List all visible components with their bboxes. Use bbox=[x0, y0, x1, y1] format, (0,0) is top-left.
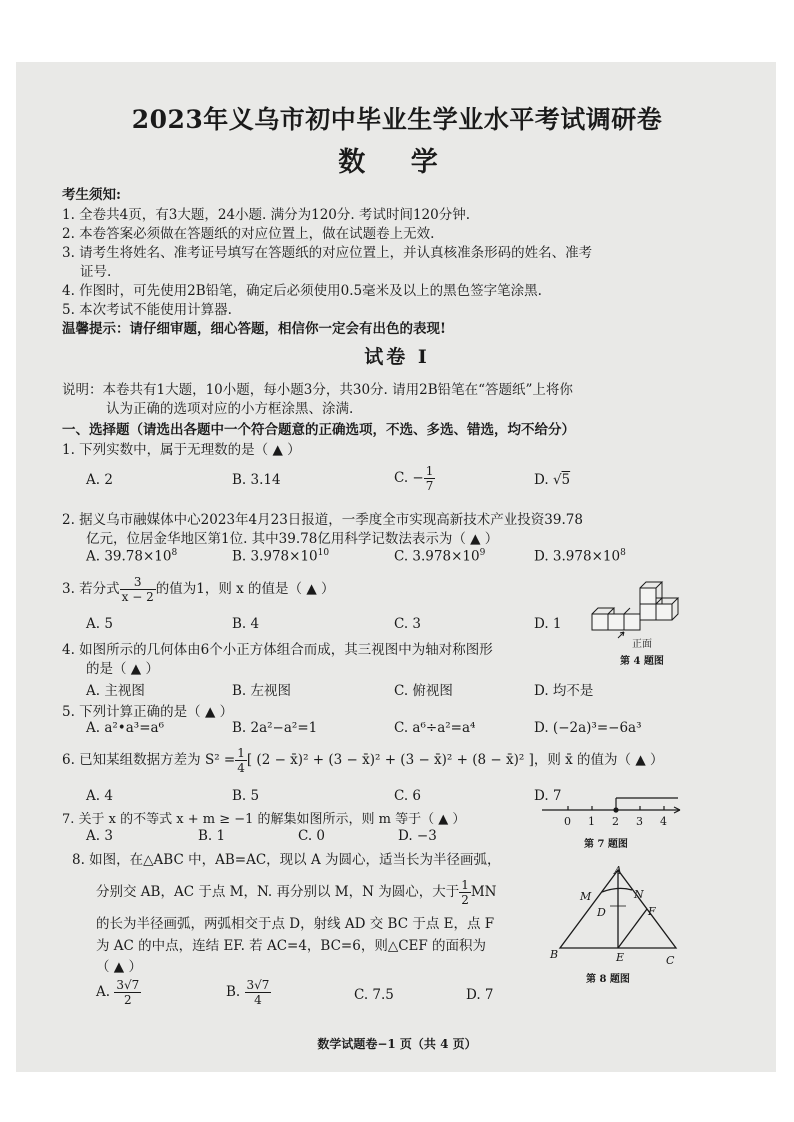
q4-cube-figure bbox=[588, 580, 688, 640]
q8-option-a: A. $\frac{3√7}{2}$ bbox=[96, 978, 140, 1007]
q1-option-d: D. √5 bbox=[534, 472, 571, 488]
q3-option-b: B. 4 bbox=[232, 616, 260, 632]
q5-option-a: A. a²•a³=a⁶ bbox=[86, 720, 164, 736]
q2-option-a: A. $39.78\times 10^8$ bbox=[86, 548, 178, 565]
q8-point-label: A bbox=[614, 864, 622, 877]
q2-option-d: D. $3.978\times 10^8$ bbox=[534, 548, 626, 565]
q8-figure-caption: 第 8 题图 bbox=[586, 974, 630, 985]
q6-stem: 6. 已知某组数据方差为 S² = $\frac{1}{4}$ [ (2 − x̄)² + (3 − x̄)² + (3 − x̄)² + (8 − x̄)² ]，则 x̄ 的值为（ ▲ ） bbox=[62, 746, 664, 775]
q8-stem: 为 AC 的中点，连结 EF. 若 AC=4，BC=6，则△CEF 的面积为 bbox=[96, 938, 487, 954]
subject-title: 数 学 bbox=[338, 147, 456, 178]
q8-point-label: E bbox=[616, 951, 625, 964]
section-explain: 认为正确的选项对应的小方框涂黑、涂满. bbox=[106, 401, 354, 417]
q2-stem: 亿元，位居金华地区第1位. 其中39.78亿用科学记数法表示为（ ▲ ） bbox=[86, 531, 499, 547]
q8-point-label: N bbox=[634, 888, 644, 901]
q2-stem: 2. 据义乌市融媒体中心2023年4月23日报道，一季度全市实现高新技术产业投资39.78 bbox=[62, 512, 583, 528]
q3-option-a: A. 5 bbox=[86, 616, 113, 632]
notice-item: 2. 本卷答案必须做在答题纸的对应位置上，做在试题卷上无效. bbox=[62, 226, 435, 242]
q7-tick-label: 0 bbox=[564, 815, 571, 828]
page-footer: 数学试题卷−1 页（共 4 页） bbox=[317, 1037, 477, 1051]
q3-option-d: D. 1 bbox=[534, 616, 562, 632]
q2-option-c: C. $3.978\times 10^9$ bbox=[394, 548, 486, 565]
section-explain: 说明：本卷共有1大题，10小题，每小题3分，共30分. 请用2B铅笔在“答题纸”上将你 bbox=[62, 382, 573, 398]
q1-stem: 1. 下列实数中，属于无理数的是（ ▲ ） bbox=[62, 442, 301, 458]
q7-option-a: A. 3 bbox=[86, 828, 113, 844]
q6-option-d: D. 7 bbox=[534, 788, 562, 804]
q6-option-b: B. 5 bbox=[232, 788, 260, 804]
part-heading: 一、选择题（请选出各题中一个符合题意的正确选项，不选、多选、错选，均不给分） bbox=[62, 422, 575, 438]
q8-option-c: C. 7.5 bbox=[354, 987, 394, 1003]
q5-option-c: C. a⁶÷a²=a⁴ bbox=[394, 720, 476, 736]
q8-option-b: B. $\frac{3√7}{4}$ bbox=[226, 978, 270, 1007]
q7-option-c: C. 0 bbox=[298, 828, 326, 844]
q8-stem: 8. 如图，在△ABC 中，AB=AC，现以 A 为圆心，适当长为半径画弧， bbox=[72, 852, 501, 868]
notice-item: 3. 请考生将姓名、准考证号填写在答题纸的对应位置上，并认真核准条形码的姓名、准考 bbox=[62, 245, 593, 261]
q8-stem: （ ▲ ） bbox=[96, 959, 142, 975]
q4-option-c: C. 俯视图 bbox=[394, 683, 453, 699]
warm-tip: 温馨提示：请仔细审题，细心答题，相信你一定会有出色的表现! bbox=[62, 321, 446, 337]
q1-option-a: A. 2 bbox=[86, 472, 113, 488]
q6-option-a: A. 4 bbox=[86, 788, 113, 804]
q7-tick-label: 3 bbox=[636, 815, 643, 828]
q7-option-b: B. 1 bbox=[198, 828, 226, 844]
q4-option-a: A. 主视图 bbox=[86, 683, 145, 699]
exam-title: 2023年义乌市初中毕业生学业水平考试调研卷 bbox=[131, 105, 663, 134]
q4-option-d: D. 均不是 bbox=[534, 683, 594, 699]
q8-option-d: D. 7 bbox=[466, 987, 494, 1003]
q7-tick-label: 2 bbox=[612, 815, 619, 828]
q8-point-label: B bbox=[550, 948, 559, 961]
q6-option-c: C. 6 bbox=[394, 788, 422, 804]
q5-option-d: D. (−2a)³=−6a³ bbox=[534, 720, 642, 736]
q4-figure-caption: 第 4 题图 bbox=[620, 656, 664, 667]
q7-option-d: D. −3 bbox=[398, 828, 437, 844]
notice-item: 4. 作图时，可先使用2B铅笔，确定后必须使用0.5毫米及以上的黑色签字笔涂黑. bbox=[62, 283, 542, 299]
q8-point-label: D bbox=[597, 906, 606, 919]
q7-stem: 7. 关于 x 的不等式 x + m ≥ −1 的解集如图所示，则 m 等于（ ▲ ） bbox=[62, 812, 466, 827]
notice-item: 5. 本次考试不能使用计算器. bbox=[62, 302, 232, 318]
notice-heading: 考生须知: bbox=[62, 187, 121, 203]
q4-option-b: B. 左视图 bbox=[232, 683, 292, 699]
notice-item: 证号. bbox=[80, 264, 112, 280]
q1-option-c: C. − $\frac{1}{7}$ bbox=[394, 464, 434, 493]
q8-point-label: M bbox=[580, 890, 592, 903]
section-title: 试卷 I bbox=[364, 346, 430, 368]
q8-point-label: C bbox=[666, 954, 675, 967]
q7-tick-label: 1 bbox=[588, 815, 595, 828]
q3-option-c: C. 3 bbox=[394, 616, 422, 632]
q8-stem: 分别交 AB，AC 于点 M，N. 再分别以 M，N 为圆心，大于 $\frac{1}{2}$ MN bbox=[96, 878, 497, 907]
q4-front-label: 正面 bbox=[632, 639, 652, 650]
q7-figure-caption: 第 7 题图 bbox=[584, 839, 628, 850]
q3-stem: 3. 若分式 $\frac{3}{x - 2}$ 的值为1，则 x 的值是（ ▲ ） bbox=[62, 575, 335, 604]
q4-stem: 4. 如图所示的几何体由6个小正方体组合而成，其三视图中为轴对称图形 bbox=[62, 642, 493, 658]
q8-triangle-figure bbox=[550, 862, 690, 962]
notice-item: 1. 全卷共4页，有3大题，24小题. 满分为120分. 考试时间120分钟. bbox=[62, 207, 471, 223]
q5-option-b: B. 2a²−a²=1 bbox=[232, 720, 318, 736]
q4-stem: 的是（ ▲ ） bbox=[86, 661, 159, 677]
q8-point-label: F bbox=[648, 905, 656, 918]
q7-tick-label: 4 bbox=[660, 815, 667, 828]
q2-option-b: B. $3.978\times 10^{10}$ bbox=[232, 548, 330, 565]
q5-stem: 5. 下列计算正确的是（ ▲ ） bbox=[62, 704, 234, 720]
q1-option-b: B. 3.14 bbox=[232, 472, 281, 488]
q8-stem: 的长为半径画弧，两弧相交于点 D，射线 AD 交 BC 于点 E，点 F bbox=[96, 916, 495, 932]
